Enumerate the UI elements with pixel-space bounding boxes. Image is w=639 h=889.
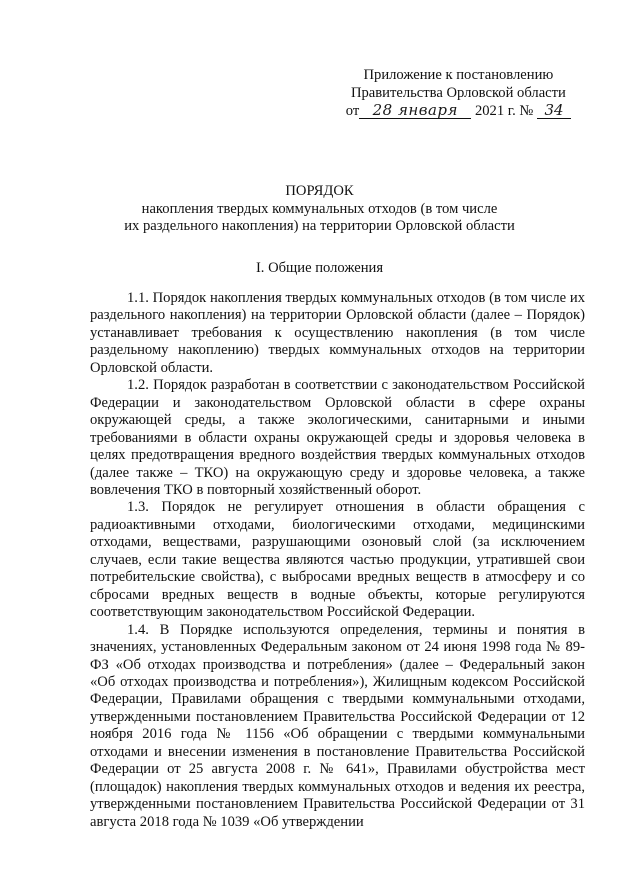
title-line-1: накопления твердых коммунальных отходов (в том числе: [141, 200, 498, 217]
appendix-date-line: [346, 102, 571, 120]
paragraph-1-1: 1.1. Порядок накопления твердых коммунальных отходов (в том числе их раздельного накопления) на территории Орловской области (далее – Порядок) устанавливает требования к осуществлению накопления (в том числе раздельному накоплению) твердых коммунальных отходов на территории Орловской области.: [90, 290, 585, 376]
paragraph-1-2: 1.2. Порядок разработан в соответствии с законодательством Российской Федерации и законодательством Орловской области в сфере охраны окружающей среды, а также экологическими, санитарными и иными требованиями в области охраны окружающей среды и здоровья человека в целях предотвращения вредного воздействия твердых коммунальных отходов (далее также – ТКО) на окружающую среду и здоровье человека, а также вовлечения ТКО в повторный хозяйственный оборот.: [90, 377, 585, 498]
document-title: [0, 183, 639, 236]
year-number-label: 2021 г. №: [474, 103, 534, 119]
title-heading: ПОРЯДОК: [285, 183, 354, 199]
paragraph-1-4: 1.4. В Порядке используются определения, термины и понятия в значениях, установленных Федеральным законом от 24 июня 1998 года № 89-ФЗ «Об отходах производства и потребления» (далее – Федеральный закон «Об отходах производства и потребления»), Жилищным кодексом Российской Федерации, Правилами обращения с твердыми коммунальными отходами, утвержденными постановлением Правительства Российской Федерации от 12 ноября 2016 года № 1156 «Об обращении с твердыми коммунальными отходами и внесении изменения в постановление Правительства Российской Федерации от 25 августа 2008 г. № 641», Правилами обустройства мест (площадок) накопления твердых коммунальных отходов и ведения их реестра, утвержденными постановлением Правительства Российской Федерации от 31 августа 2018 года № 1039 «Об утверждении: [90, 621, 585, 830]
section-heading: I. Общие положения: [255, 260, 384, 276]
date-prefix: от: [345, 103, 360, 119]
appendix-line-2: Правительства Орловской области: [350, 85, 566, 101]
document-body: [90, 290, 585, 831]
title-line-2: их раздельного накопления) на территории Орловской области: [124, 218, 515, 234]
handwritten-date: 28 января: [359, 102, 471, 119]
paragraph-1-3: 1.3. Порядок не регулирует отношения в области обращения с радиоактивными отходами, биологическими отходами, медицинскими отходами, веществами, разрушающими озоновый слой (за исключением случаев, если такие вещества являются частью продукции, утратившей свои потребительские свойства), с выбросами вредных веществ в атмосферу и со сбросами вредных веществ в водные объекты, которые регулируются соответствующим законодательством Российской Федерации.: [90, 499, 585, 621]
handwritten-number: 34: [537, 102, 571, 119]
appendix-header: [346, 66, 571, 120]
appendix-line-1: Приложение к постановлению: [363, 67, 554, 83]
